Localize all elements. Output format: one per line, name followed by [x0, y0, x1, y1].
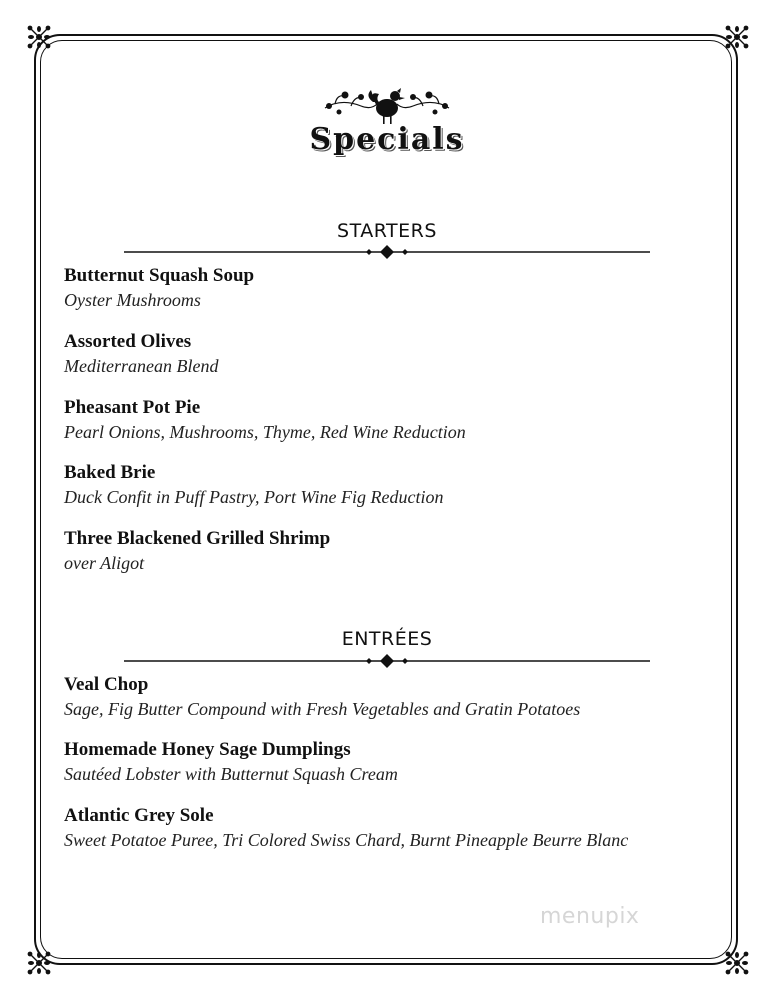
item-name: Assorted Olives: [64, 331, 192, 352]
page-title: Specials: [309, 122, 465, 157]
item-description: Sweet Potatoe Puree, Tri Colored Swiss Chard, Burnt Pineapple Beurre Blanc: [64, 830, 629, 850]
menu-item: [64, 461, 724, 509]
menu-item: [64, 396, 724, 444]
menu-item: [64, 738, 724, 786]
flourish-corner-icon: [722, 948, 752, 978]
item-description: Mediterranean Blend: [64, 356, 219, 376]
ornament-divider: [124, 245, 650, 259]
item-name: Veal Chop: [64, 674, 149, 695]
flourish-corner-icon: [24, 948, 54, 978]
item-name: Homemade Honey Sage Dumplings: [64, 739, 351, 760]
menu-item: [64, 264, 724, 312]
ornament-divider: [124, 654, 650, 668]
menu-item: [64, 330, 724, 378]
section-heading-entrees: ENTRÉES: [341, 628, 433, 650]
flourish-corner-icon: [722, 22, 752, 52]
item-description: Duck Confit in Puff Pastry, Port Wine Fig Reduction: [64, 487, 444, 507]
item-name: Three Blackened Grilled Shrimp: [64, 528, 331, 549]
item-name: Atlantic Grey Sole: [64, 805, 214, 826]
menu-item: [64, 673, 724, 721]
item-description: Sage, Fig Butter Compound with Fresh Vegetables and Gratin Potatoes: [64, 699, 581, 719]
item-description: Pearl Onions, Mushrooms, Thyme, Red Wine Reduction: [64, 422, 466, 442]
item-description: Sautéed Lobster with Butternut Squash Cream: [64, 764, 398, 784]
flourish-corner-icon: [24, 22, 54, 52]
item-name: Butternut Squash Soup: [64, 265, 255, 286]
item-description: over Aligot: [64, 553, 145, 573]
item-name: Baked Brie: [64, 462, 156, 483]
watermark-logo: menupix: [540, 904, 640, 929]
item-description: Oyster Mushrooms: [64, 290, 201, 310]
menu-item: [64, 804, 724, 852]
menu-item: [64, 527, 724, 575]
section-heading-starters: STARTERS: [337, 220, 437, 242]
item-name: Pheasant Pot Pie: [64, 397, 201, 418]
